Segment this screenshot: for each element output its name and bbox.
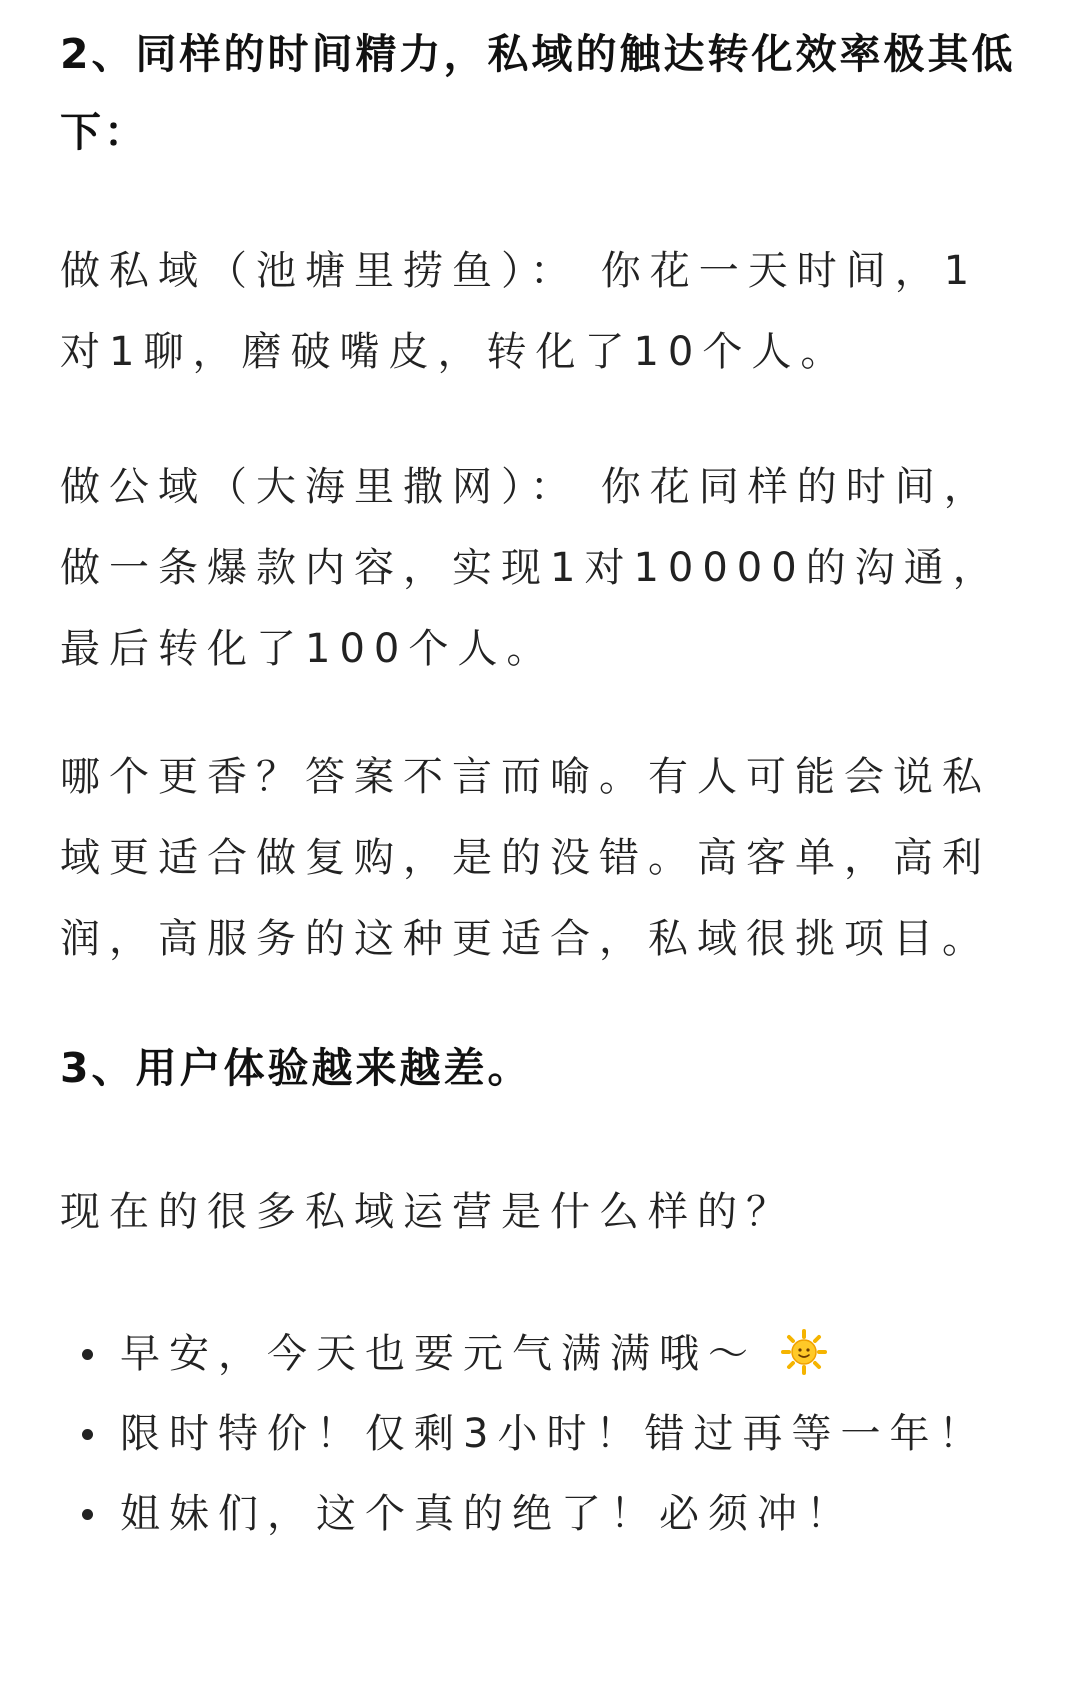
section-heading-2: 2、同样的时间精力，私域的触达转化效率极其低下： (60, 30, 1016, 156)
list-item-text: 限时特价！仅剩3小时！错过再等一年！ (120, 1411, 988, 1457)
list-item-text: 姐妹们，这个真的绝了！必须冲！ (120, 1491, 855, 1537)
bullet-dot (82, 1349, 93, 1360)
list-item (58, 1474, 1018, 1554)
list-item (58, 1314, 1018, 1394)
list-item (58, 1394, 1018, 1474)
message-examples-list (58, 1314, 1018, 1554)
paragraph-private-domain: 做私域（池塘里捞鱼）： 你花一天时间，1对1聊，磨破嘴皮，转化了10个人。 (60, 248, 979, 375)
sun-smile-icon-graphic (781, 1329, 827, 1375)
paragraph-comparison: 哪个更香？答案不言而喻。有人可能会说私域更适合做复购，是的没错。高客单，高利润，高服务的这种更适合，私域很挑项目。 (60, 754, 991, 962)
bullet-dot (82, 1429, 93, 1440)
section-heading-3: 3、用户体验越来越差。 (60, 1044, 532, 1092)
paragraph-question: 现在的很多私域运营是什么样的？ (60, 1189, 795, 1235)
list-item-text: 早安，今天也要元气满满哦～ (120, 1331, 757, 1377)
paragraph-public-domain: 做公域（大海里撒网）： 你花同样的时间，做一条爆款内容，实现1对10000的沟通，最后转化了100个人。 (60, 464, 1002, 672)
bullet-dot (82, 1509, 93, 1520)
sun-smile-icon (781, 1322, 827, 1368)
